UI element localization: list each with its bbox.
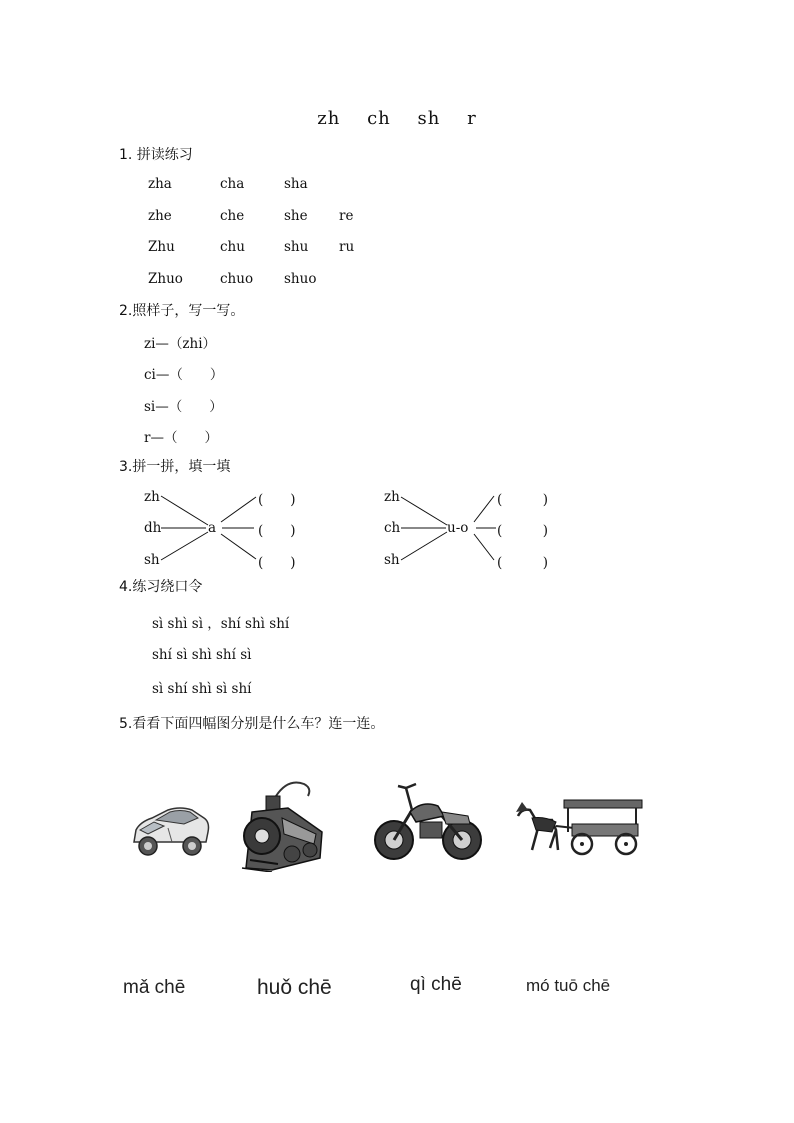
answer-blank[interactable]: ( ) [258,492,296,508]
practice-cell: chuo [220,270,254,287]
tongue-twister-line: sì shí shì sì shí [152,681,252,697]
practice-cell: zha [148,176,172,192]
practice-cell: cha [220,176,245,192]
motorcycle-icon[interactable] [372,782,484,864]
answer-blank[interactable]: ( ) [258,555,296,571]
title-r: r [467,108,477,129]
practice-cell: zhe [148,207,172,224]
initial-sh: sh [144,552,160,568]
example-syllable: si— [144,399,169,415]
example-answer: （zhi） [168,336,217,352]
practice-cell: Zhu [148,239,175,255]
initial-sh: sh [384,552,400,568]
practice-cell: she [284,207,308,224]
answer-blank[interactable]: ( ) [497,555,549,571]
train-icon[interactable] [232,778,332,872]
answer-blank[interactable]: ( ) [258,523,296,539]
practice-cell: shuo [284,270,317,287]
tongue-twister-line: sì shì sì ，shí shì shí [152,616,290,632]
final-a: a [208,520,217,536]
section-4-heading: 4.练习绕口令 [119,579,203,595]
section-3-heading: 3.拼一拼，填一填 [119,459,231,475]
practice-cell: re [339,207,354,224]
answer-blank[interactable]: （ ） [163,430,218,446]
answer-blank[interactable]: ( ) [497,492,549,508]
tongue-twister-line: shí sì shì shí sì [152,647,252,663]
car-icon[interactable] [128,800,214,864]
vehicle-label-car[interactable]: qì chē [410,974,462,995]
initial-dh: dh [144,520,162,536]
example-syllable: ci— [144,367,170,383]
final-uo: u-o [447,520,469,536]
answer-blank[interactable]: （ ） [168,399,223,415]
practice-cell: che [220,207,245,224]
vehicle-label-horse-carriage[interactable]: mǎ chē [123,977,186,998]
vehicle-label-motorcycle[interactable]: mó tuō chē [526,976,611,995]
title-ch: ch [367,108,391,129]
initial-zh: zh [384,489,400,505]
example-syllable: zi— [144,336,169,352]
practice-cell: chu [220,239,245,255]
title-sh: sh [417,108,441,129]
practice-cell: ru [339,239,355,255]
section-1-heading: 1. 拼读练习 [119,147,193,163]
section-5-heading: 5.看看下面四幅图分别是什么车？连一连。 [119,716,385,732]
practice-cell: Zhuo [148,270,183,287]
horse-carriage-icon[interactable] [512,798,646,858]
initial-ch: ch [384,520,401,536]
example-syllable: r— [144,430,164,446]
answer-blank[interactable]: ( ) [497,523,549,539]
section-2-heading: 2.照样子，写一写。 [119,303,245,319]
practice-cell: sha [284,176,308,192]
title-zh: zh [317,108,341,129]
initial-zh: zh [144,489,160,505]
practice-cell: shu [284,239,309,255]
answer-blank[interactable]: （ ） [169,367,224,383]
vehicle-label-train[interactable]: huǒ chē [257,976,332,999]
